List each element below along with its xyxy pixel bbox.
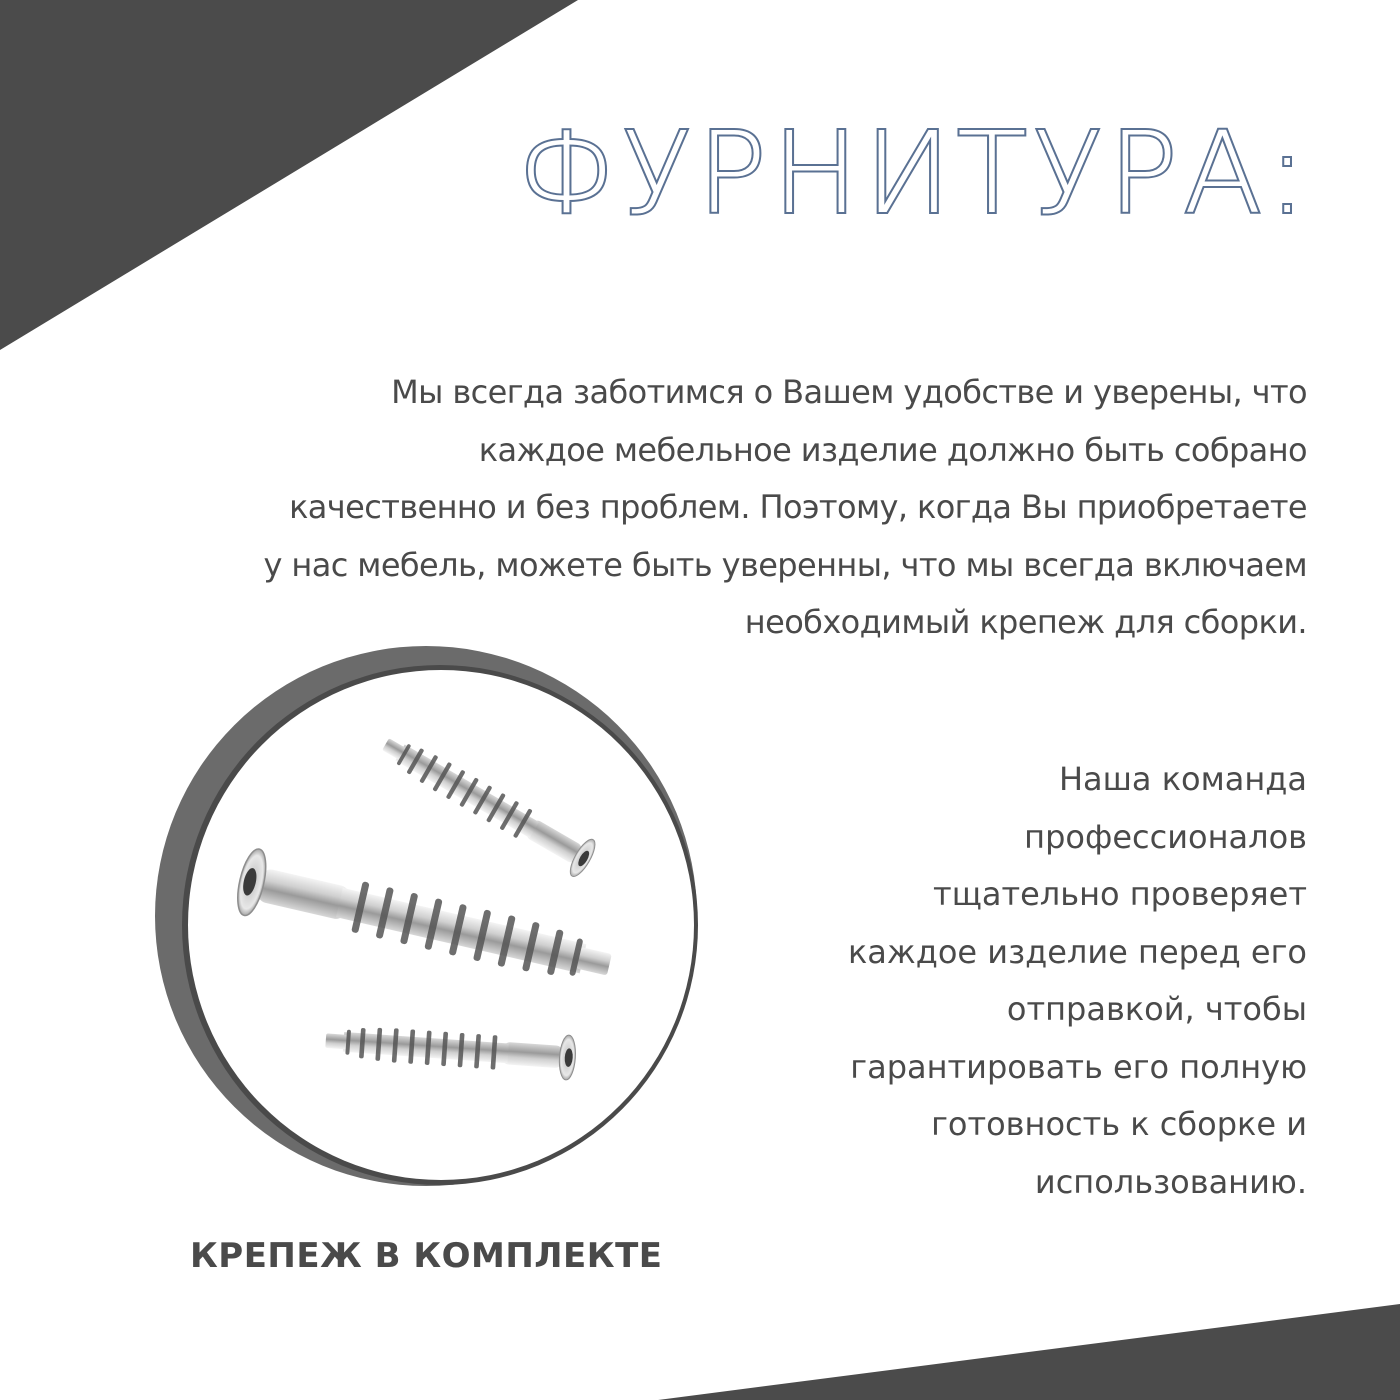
top-left-triangle bbox=[0, 0, 578, 350]
intro-line: качественно и без проблем. Поэтому, когда Вы приобретаете bbox=[289, 488, 1307, 526]
intro-paragraph bbox=[147, 364, 1307, 652]
team-line: использованию. bbox=[1034, 1162, 1307, 1201]
confirmat-screws-image bbox=[150, 640, 710, 1200]
intro-line: Мы всегда заботимся о Вашем удобстве и уверены, что bbox=[391, 373, 1307, 411]
page-title: ФУРНИТУРА: bbox=[516, 109, 1312, 239]
team-line: готовность к сборке и bbox=[931, 1105, 1307, 1143]
team-paragraph bbox=[787, 751, 1307, 1211]
image-caption: КРЕПЕЖ В КОМПЛЕКТЕ bbox=[190, 1236, 663, 1276]
team-line: отправкой, чтобы bbox=[1006, 990, 1307, 1028]
team-line: профессионалов bbox=[1024, 817, 1307, 856]
team-line: гарантировать его полную bbox=[850, 1047, 1307, 1086]
intro-line: каждое мебельное изделие должно быть собрано bbox=[478, 430, 1307, 469]
intro-line: необходимый крепеж для сборки. bbox=[744, 603, 1307, 641]
bottom-right-triangle bbox=[658, 1304, 1400, 1400]
team-line: Наша команда bbox=[1058, 760, 1307, 798]
intro-line: у нас мебель, можете быть уверенны, что мы всегда включаем bbox=[263, 545, 1307, 584]
team-line: каждое изделие перед его bbox=[847, 932, 1307, 971]
team-line: тщательно проверяет bbox=[933, 875, 1307, 913]
